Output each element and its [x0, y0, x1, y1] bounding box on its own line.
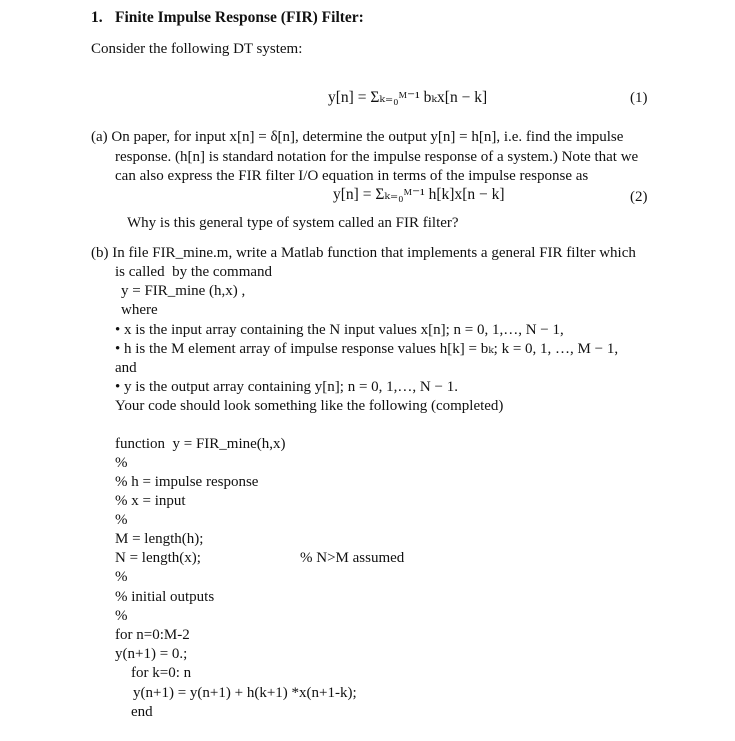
equation-1-number: (1): [630, 90, 648, 106]
code-line-for-k: for k=0: n: [131, 665, 192, 681]
intro-text: Consider the following DT system:: [91, 41, 303, 57]
code-line-end: end: [131, 704, 153, 720]
code-line-n-length: N = length(x);: [115, 550, 201, 566]
part-a-question: Why is this general type of system called an FIR filter?: [127, 215, 459, 231]
equation-2-number: (2): [630, 189, 648, 205]
part-a-line-3: can also express the FIR filter I/O equation in terms of the impulse response as: [115, 168, 589, 184]
equation-2: y[n] = Σₖ₌₀ᴹ⁻¹ h[k]x[n − k]: [333, 186, 505, 203]
code-comment-n-gt-m: % N>M assumed: [300, 550, 405, 566]
code-line-accumulate: y(n+1) = y(n+1) + h(k+1) *x(n+1-k);: [133, 685, 357, 701]
code-line-comment: %: [115, 455, 128, 471]
part-a-line-2: response. (h[n] is standard notation for the impulse response of a system.) Note that we: [115, 149, 639, 165]
part-b-command: y = FIR_mine (h,x) ,: [121, 283, 246, 299]
code-line-comment: %: [115, 608, 128, 624]
section-title: Finite Impulse Response (FIR) Filter:: [115, 9, 364, 26]
part-b-line-1: (b) In file FIR_mine.m, write a Matlab function that implements a general FIR filter which: [91, 245, 636, 261]
code-line-y-init: y(n+1) = 0.;: [115, 646, 188, 662]
part-b-and: and: [115, 360, 137, 376]
code-line-initial-outputs: % initial outputs: [115, 589, 215, 605]
code-line-comment-x: % x = input: [115, 493, 186, 509]
code-line-comment: %: [115, 569, 128, 585]
part-b-where: where: [121, 302, 158, 318]
equation-1: y[n] = Σₖ₌₀ᴹ⁻¹ bₖx[n − k]: [328, 89, 488, 106]
part-b-bullet-y: • y is the output array containing y[n]; n = 0, 1,…, N − 1.: [115, 379, 458, 395]
code-line-m-length: M = length(h);: [115, 531, 204, 547]
code-line-comment-h: % h = impulse response: [115, 474, 259, 490]
section-number: 1.: [91, 9, 103, 26]
part-b-line-2: is called by the command: [115, 264, 273, 280]
code-line-for-n: for n=0:M-2: [115, 627, 190, 643]
part-a-line-1: (a) On paper, for input x[n] = δ[n], determine the output y[n] = h[n], i.e. find the impulse: [91, 129, 624, 145]
code-line-function: function y = FIR_mine(h,x): [115, 436, 286, 452]
code-line-comment: %: [115, 512, 128, 528]
part-b-bullet-x: • x is the input array containing the N input values x[n]; n = 0, 1,…, N − 1,: [115, 322, 564, 338]
part-b-instruction: Your code should look something like the following (completed): [115, 398, 504, 414]
part-b-bullet-h: • h is the M element array of impulse response values h[k] = bₖ; k = 0, 1, …, M − 1,: [115, 341, 619, 357]
